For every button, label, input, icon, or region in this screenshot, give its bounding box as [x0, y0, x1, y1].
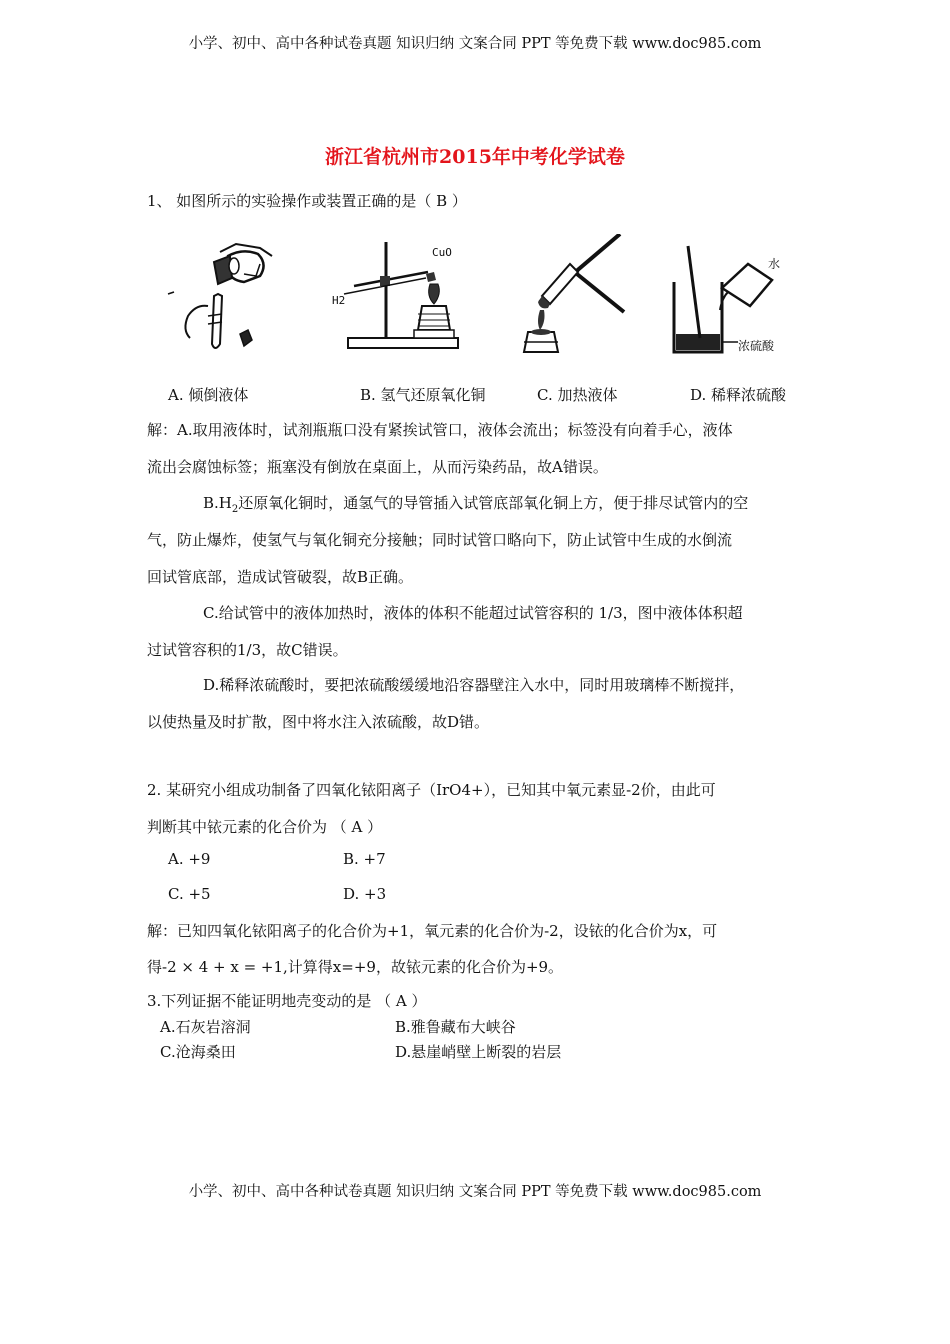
figure-b-hydrogen-reduce-cuo	[326, 234, 461, 359]
q1-solution-d-line2: 以使热量及时扩散，图中将水注入浓硫酸，故D错。	[147, 713, 490, 731]
q2-stem-line1: 2. 某研究小组成功制备了四氧化铱阳离子（IrO4+），已知其中氧元素显-2价，由此可	[147, 781, 716, 799]
q1-option-d: D. 稀释浓硫酸	[690, 386, 787, 404]
q2-solution-line1: 解：已知四氧化铱阳离子的化合价为+1，氧元素的化合价为-2，设铱的化合价为x，可	[147, 922, 718, 940]
q2-option-c: C. +5	[168, 885, 211, 903]
q1-solution-c-line1: C.给试管中的液体加热时，液体的体积不能超过试管容积的 1/3，图中液体体积超	[203, 604, 743, 622]
q3-option-b: B.雅鲁藏布大峡谷	[395, 1018, 516, 1036]
q2-solution-line2: 得-2 × 4 + x = +1,计算得x=+9，故铱元素的化合价为+9。	[147, 958, 564, 976]
q1-option-a: A. 倾倒液体	[168, 386, 249, 404]
q2-option-d: D. +3	[343, 885, 387, 903]
page-footer: 小学、初中、高中各种试卷真题 知识归纳 文案合同 PPT 等免费下载 www.doc985.com	[188, 1184, 762, 1200]
q2-option-a: A. +9	[168, 850, 211, 868]
q3-option-d: D.悬崖峭壁上断裂的岩层	[395, 1043, 562, 1061]
q1-solution-b-line2: 气，防止爆炸，使氢气与氧化铜充分接触；同时试管口略向下，防止试管中生成的水倒流	[147, 531, 733, 549]
q1-solution-d-line1: D.稀释浓硫酸时，要把浓硫酸缓缓地沿容器壁注入水中，同时用玻璃棒不断搅拌，	[203, 676, 745, 694]
q2-stem-line2: 判断其中铱元素的化合价为 （ A ）	[147, 818, 383, 836]
figure-d-diluting-acid	[664, 234, 814, 359]
page-header: 小学、初中、高中各种试卷真题 知识归纳 文案合同 PPT 等免费下载 www.doc985.com	[188, 36, 762, 52]
figure-b-h2-label: H2	[332, 294, 346, 307]
figure-c-heating-liquid	[510, 234, 630, 359]
figure-d-water-label: 水	[768, 257, 781, 271]
q3-option-c: C.沧海桑田	[160, 1043, 236, 1061]
q3-stem: 3.下列证据不能证明地壳变动的是 （ A ）	[147, 992, 427, 1010]
q1-stem: 1、 如图所示的实验操作或装置正确的是（ B ）	[147, 192, 467, 210]
q1-option-c: C. 加热液体	[537, 386, 618, 404]
q1-solution-c-line2: 过试管容积的1/3，故C错误。	[147, 641, 348, 659]
page-title: 浙江省杭州市2015年中考化学试卷	[325, 146, 625, 168]
q3-option-a: A.石灰岩溶洞	[160, 1018, 251, 1036]
figure-a-pouring-liquid	[148, 234, 288, 359]
q1-solution-b-line3: 回试管底部，造成试管破裂，故B正确。	[147, 568, 414, 586]
q1-solution-b-line1: $B.H_2$还原氧化铜时，通氢气的导管插入试管底部氧化铜上方，便于排尽试管内的空	[203, 494, 749, 515]
q1-solution-a-line1: 解：A.取用液体时，试剂瓶瓶口没有紧挨试管口，液体会流出；标签没有向着手心，液体	[147, 421, 733, 439]
figure-d-acid-label: 浓硫酸	[738, 339, 775, 353]
q2-option-b: B. +7	[343, 850, 386, 868]
q1-solution-a-line2: 流出会腐蚀标签；瓶塞没有倒放在桌面上，从而污染药品，故A错误。	[147, 458, 608, 476]
q1-option-b: B. 氢气还原氧化铜	[360, 386, 486, 404]
figure-b-cuo-label: CuO	[432, 246, 452, 259]
